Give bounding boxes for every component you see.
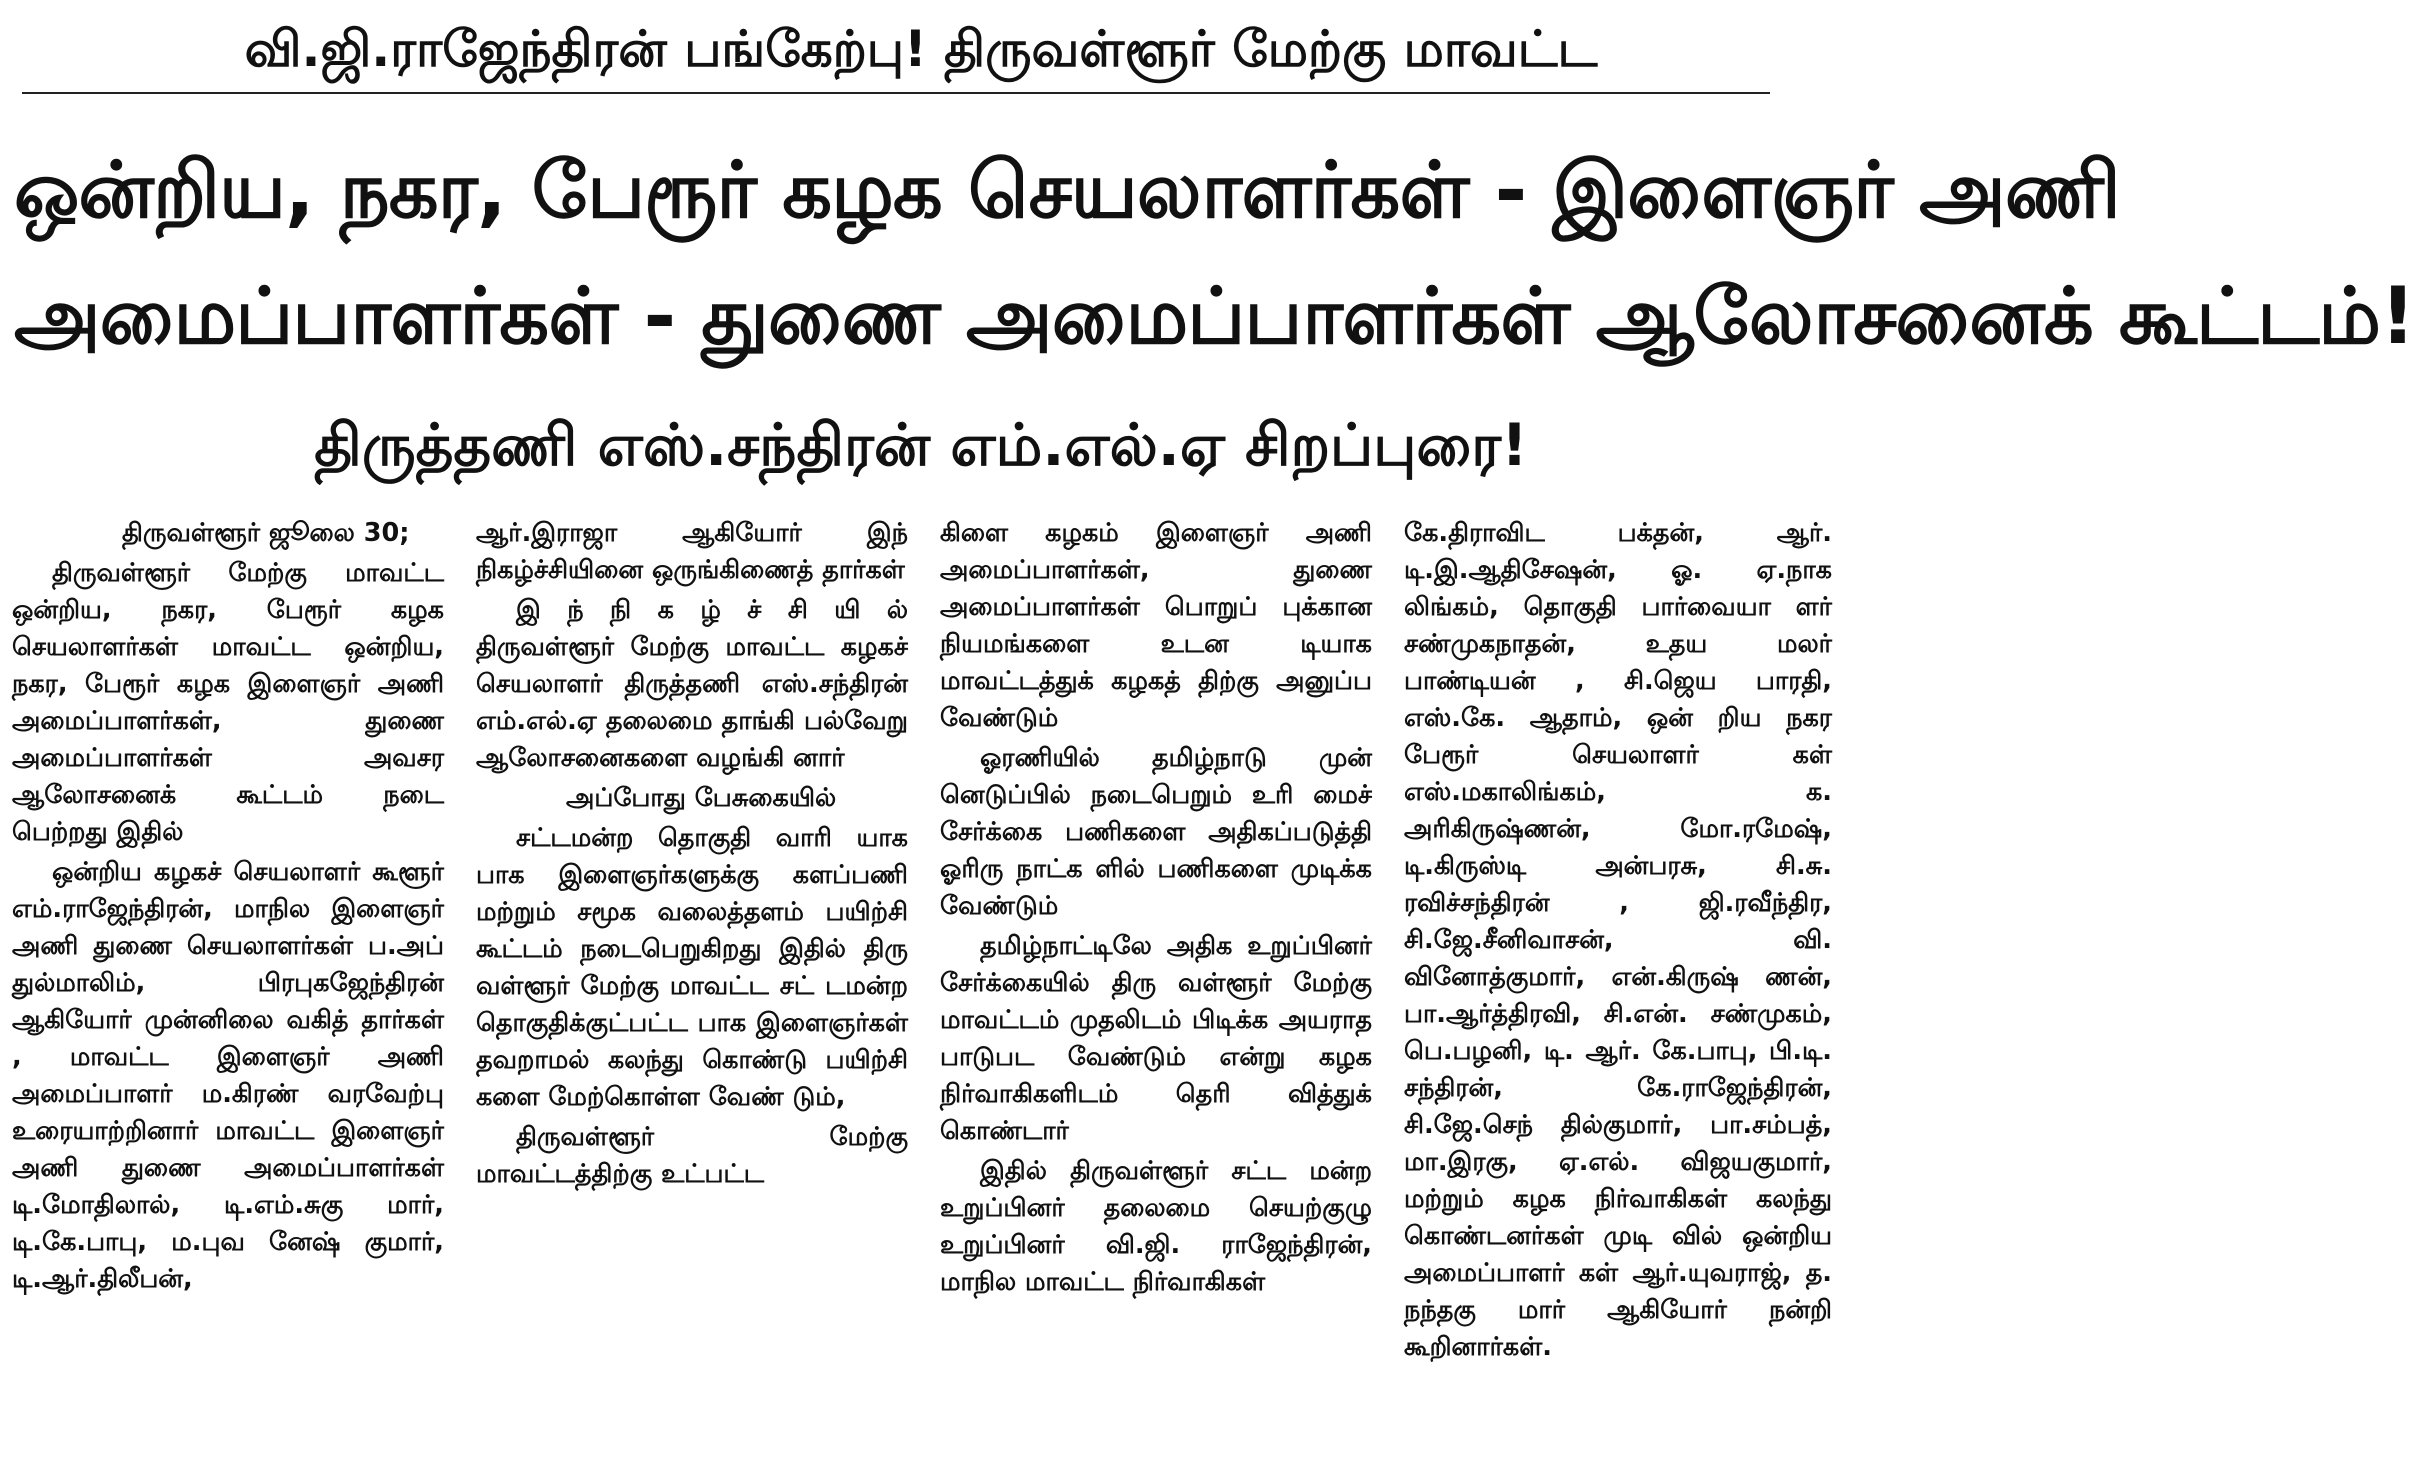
- article-paragraph: அப்போது பேசுகையில்: [566, 783, 837, 813]
- article-paragraph: ஒன்றிய கழகச் செயலாளர் கூளூர் எம்.ராஜேந்திரன், மாநில இளைஞர் அணி துணை செயலாளர்கள் ப.அப் துல்மாலிம், பிரபுகஜேந்திரன் ஆகியோர் முன்னிலை வகித் தார்கள் , மாவட்ட இளைஞர் அணி அமைப்பாளர் ம.கிரண் வரவேற்பு உரையாற்றினார் மாவட்ட இளைஞர் அணி துணை அமைப்பாளர்கள் டி.மோதிலால், டி.எம்.சுகு மார், டி.கே.பாபு, ம.புவ னேஷ் குமார், டி.ஆர்.திலீபன்,: [12, 857, 444, 1294]
- headline-line-1: ஒன்றிய, நகர, பேரூர் கழக செயலாளர்கள் - இளைஞர் அணி: [14, 146, 2120, 236]
- article-column-1: [12, 515, 444, 1455]
- article-paragraph: கே.திராவிட பக்தன், ஆர். டி.இ.ஆதிசேஷன், ஓ. ஏ.நாக லிங்கம், தொகுதி பார்வையா ளர் சண்முகநாதன், உதய மலர் பாண்டியன் , சி.ஜெய பாரதி, எஸ்.கே. ஆதாம், ஒன் றிய நகர பேரூர் செயலாளர் கள் எஸ்.மகாலிங்கம், க. அரிகிருஷ்ணன், மோ.ரமேஷ், டி.கிருஸ்டி அன்பரசு, சி.சு. ரவிச்சந்திரன் , ஜி.ரவீந்திர, சி.ஜே.சீனிவாசன், வி. வினோத்குமார், என்.கிருஷ் ணன், பா.ஆர்த்திரவி, சி.என். சண்முகம், பெ.பழனி, டி. ஆர். கே.பாபு, பி.டி. சந்திரன், கே.ராஜேந்திரன், சி.ஜே.செந் தில்குமார், பா.சம்பத், மா.இரகு, ஏ.எல். விஜயகுமார், மற்றும் கழக நிர்வாகிகள் கலந்து கொண்டனர்கள் முடி வில் ஒன்றிய அமைப்பாளர் கள் ஆர்.யுவராஜ், த. நந்தகு மார் ஆகியோர் நன்றி கூறினார்கள்.: [1404, 518, 1832, 1362]
- article-paragraph: திருவள்ளூர் மேற்கு மாவட்ட ஒன்றிய, நகர, பேரூர் கழக செயலாளர்கள் மாவட்ட ஒன்றிய, நகர, பேரூர் கழக இளைஞர் அணி அமைப்பாளர்கள், துணை அமைப்பாளர்கள் அவசர ஆலோசனைக் கூட்டம் நடை பெற்றது இதில்: [12, 558, 444, 847]
- article-paragraph: சட்டமன்ற தொகுதி வாரி யாக பாக இளைஞர்களுக்கு களப்பணி மற்றும் சமூக வலைத்தளம் பயிற்சி கூட்டம் நடைபெறுகிறது இதில் திரு வள்ளூர் மேற்கு மாவட்ட சட் டமன்ற தொகுதிக்குட்பட்ட பாக இளைஞர்கள் தவறாமல் கலந்து கொண்டு பயிற்சி களை மேற்கொள்ள வேண் டும்,: [476, 823, 908, 1112]
- article-column-3: [940, 515, 1372, 1455]
- kicker-line: வி.ஜி.ராஜேந்திரன் பங்கேற்பு! திருவள்ளூர் மேற்கு மாவட்ட: [244, 20, 1598, 78]
- article-paragraph: ஓரணியில் தமிழ்நாடு முன் னெடுப்பில் நடைபெறும் உரி மைச் சேர்க்கை பணிகளை அதிகப்படுத்தி ஓரிரு நாட்க ளில் பணிகளை முடிக்க வேண்டும்: [940, 743, 1372, 921]
- article-column-2: [476, 515, 908, 1455]
- headline-line-2: அமைப்பாளர்கள் - துணை அமைப்பாளர்கள் ஆலோசனைக் கூட்டம்!: [14, 272, 2415, 362]
- article-paragraph: கிளை கழகம் இளைஞர் அணி அமைப்பாளர்கள், துணை அமைப்பாளர்கள் பொறுப் புக்கான நியமங்களை உடன டியாக மாவட்டத்துக் கழகத் திற்கு அனுப்ப வேண்டும்: [940, 518, 1372, 733]
- article-paragraph: ஆர்.இராஜா ஆகியோர் இந் நிகழ்ச்சியினை ஒருங்கிணைத் தார்கள்: [476, 518, 908, 585]
- article-paragraph: இதில் திருவள்ளூர் சட்ட மன்ற உறுப்பினர் தலைமை செயற்குழு உறுப்பினர் வி.ஜி. ராஜேந்திரன், மாநில மாவட்ட நிர்வாகிகள்: [940, 1156, 1372, 1297]
- article-paragraph: இ ந் நி க ழ் ச் சி யி ல் திருவள்ளூர் மேற்கு மாவட்ட கழகச் செயலாளர் திருத்தணி எஸ்.சந்திரன் எம்.எல்.ஏ தலைமை தாங்கி பல்வேறு ஆலோசனைகளை வழங்கி னார்: [476, 595, 908, 773]
- subheadline: திருத்தணி எஸ்.சந்திரன் எம்.எல்.ஏ சிறப்புரை!: [314, 411, 1528, 479]
- article-paragraph: திருவள்ளூர் மேற்கு மாவட்டத்திற்கு உட்பட்ட: [476, 1122, 908, 1189]
- article-paragraph: திருவள்ளூர் ஜூலை 30;: [122, 518, 410, 548]
- article-column-4: [1404, 515, 1832, 1455]
- article-paragraph: தமிழ்நாட்டிலே அதிக உறுப்பினர் சேர்க்கையில் திரு வள்ளூர் மேற்கு மாவட்டம் முதலிடம் பிடிக்க அயராத பாடுபட வேண்டும் என்று கழக நிர்வாகிகளிடம் தெரி வித்துக் கொண்டார்: [940, 931, 1372, 1146]
- divider-rule: [22, 92, 1770, 94]
